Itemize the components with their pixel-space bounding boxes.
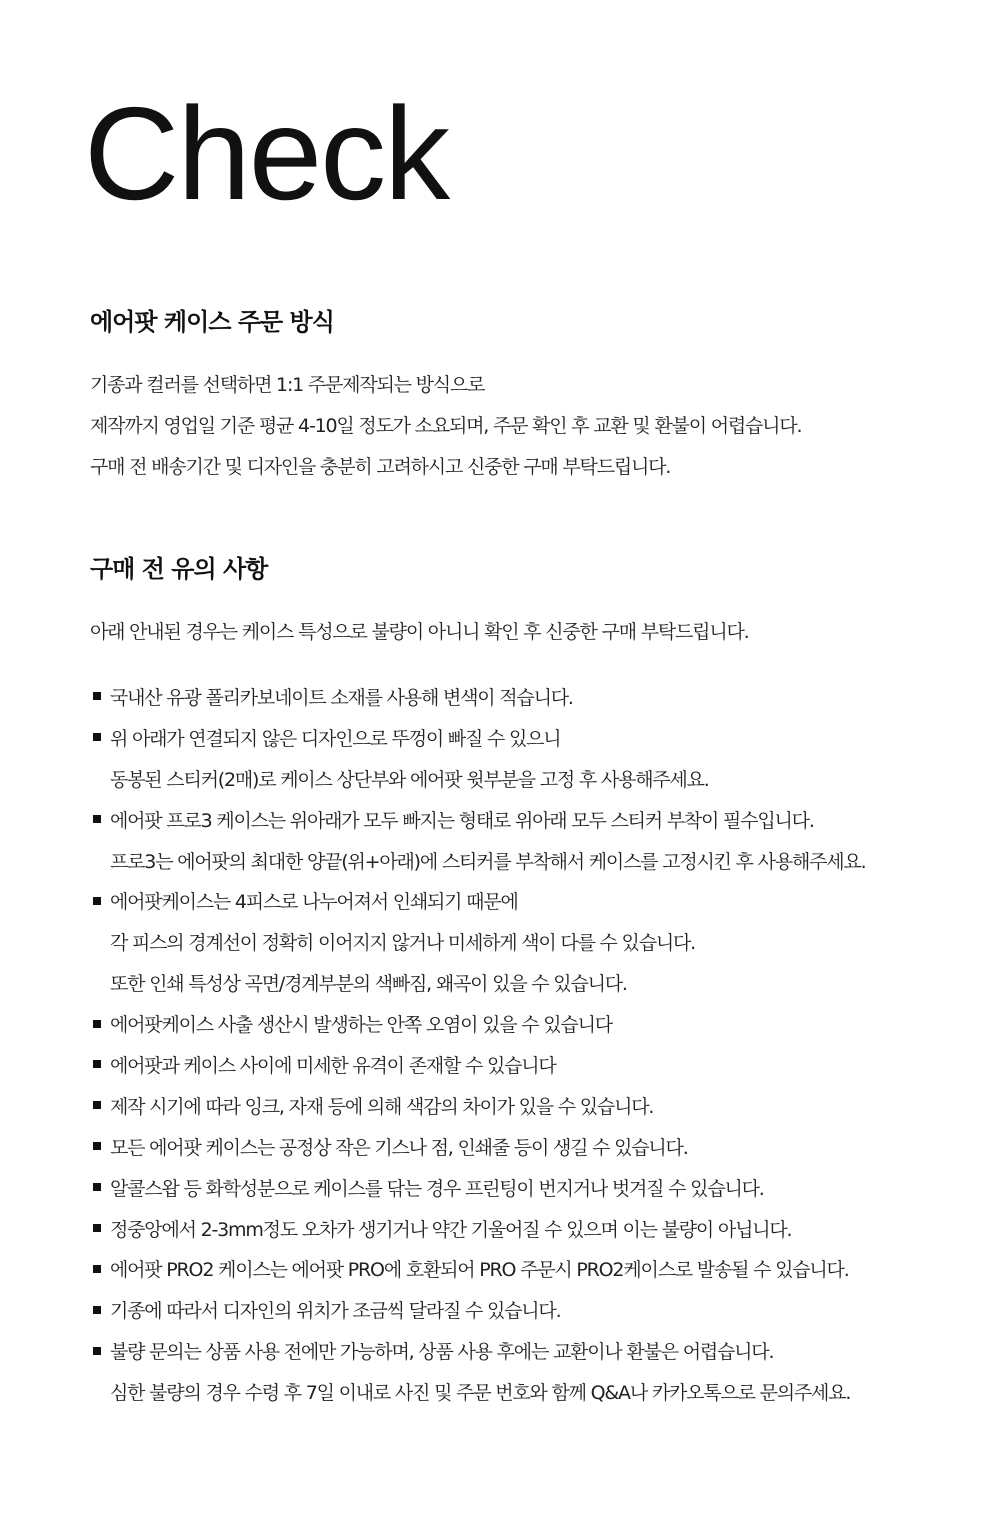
square-bullet-icon xyxy=(93,1347,101,1355)
list-item-continuation xyxy=(90,921,865,962)
list-item-line xyxy=(90,1167,865,1208)
list-item xyxy=(90,1003,865,1044)
order-method-heading: 에어팟 케이스 주문 방식 xyxy=(90,308,334,336)
order-method-line: 구매 전 배송기간 및 디자인을 충분히 고려하시고 신중한 구매 부탁드립니다. xyxy=(90,456,671,478)
list-item xyxy=(90,1167,865,1208)
page-title: Check xyxy=(84,80,449,227)
list-item-line xyxy=(90,676,865,717)
list-item-line xyxy=(90,799,865,840)
list-item xyxy=(90,1248,865,1289)
square-bullet-icon xyxy=(93,1060,101,1068)
square-bullet-icon xyxy=(93,1020,101,1028)
list-item xyxy=(90,1289,865,1330)
list-item xyxy=(90,880,865,1003)
list-item-line xyxy=(90,1003,865,1044)
list-item xyxy=(90,1085,865,1126)
list-item xyxy=(90,1044,865,1085)
list-item-text: 정중앙에서 2-3mm정도 오차가 생기거나 약간 기울어질 수 있으며 이는 불량이 아닙니다. xyxy=(110,1218,792,1241)
square-bullet-icon xyxy=(93,1224,101,1232)
list-item-text: 기종에 따라서 디자인의 위치가 조금씩 달라질 수 있습니다. xyxy=(110,1300,561,1323)
square-bullet-icon xyxy=(93,1306,101,1314)
list-item-text: 에어팟과 케이스 사이에 미세한 유격이 존재할 수 있습니다 xyxy=(110,1054,556,1077)
square-bullet-icon xyxy=(93,1142,101,1150)
precautions-heading: 구매 전 유의 사항 xyxy=(90,555,268,583)
list-item-text: 각 피스의 경계선이 정확히 이어지지 않거나 미세하게 색이 다를 수 있습니다. xyxy=(110,932,696,955)
list-item-line xyxy=(90,717,865,758)
list-item-text: 심한 불량의 경우 수령 후 7일 이내로 사진 및 주문 번호와 함께 Q&A나 카카오톡으로 문의주세요. xyxy=(110,1382,851,1405)
list-item-continuation xyxy=(90,962,865,1003)
list-item xyxy=(90,1330,865,1412)
list-item-line xyxy=(90,1248,865,1289)
list-item-text: 에어팟 프로3 케이스는 위아래가 모두 빠지는 형태로 위아래 모두 스티커 부착이 필수입니다. xyxy=(110,809,814,832)
list-item-text: 프로3는 에어팟의 최대한 양끝(위+아래)에 스티커를 부착해서 케이스를 고정시킨 후 사용해주세요. xyxy=(110,850,866,873)
list-item-line xyxy=(90,1085,865,1126)
square-bullet-icon xyxy=(93,1265,101,1273)
list-item-text: 모든 에어팟 케이스는 공정상 작은 기스나 점, 인쇄줄 등이 생길 수 있습니다. xyxy=(110,1136,688,1159)
square-bullet-icon xyxy=(93,897,101,905)
list-item-text: 국내산 유광 폴리카보네이트 소재를 사용해 변색이 적습니다. xyxy=(110,686,573,709)
list-item-line xyxy=(90,1289,865,1330)
order-method-line: 제작까지 영업일 기준 평균 4-10일 정도가 소요되며, 주문 확인 후 교환 및 환불이 어렵습니다. xyxy=(90,415,802,437)
list-item-text: 동봉된 스티커(2매)로 케이스 상단부와 에어팟 윗부분을 고정 후 사용해주세요. xyxy=(110,768,709,791)
list-item-text: 에어팟케이스는 4피스로 나누어져서 인쇄되기 때문에 xyxy=(110,891,518,914)
list-item-line xyxy=(90,1330,865,1371)
list-item-text: 알콜스왑 등 화학성분으로 케이스를 닦는 경우 프린팅이 번지거나 벗겨질 수 있습니다. xyxy=(110,1177,764,1200)
square-bullet-icon xyxy=(93,733,101,741)
list-item-continuation xyxy=(90,758,865,799)
list-item xyxy=(90,799,865,881)
list-item-text: 위 아래가 연결되지 않은 디자인으로 뚜껑이 빠질 수 있으니 xyxy=(110,727,561,750)
list-item-text: 에어팟 PRO2 케이스는 에어팟 PRO에 호환되어 PRO 주문시 PRO2케이스로 발송될 수 있습니다. xyxy=(110,1259,849,1282)
square-bullet-icon xyxy=(93,1183,101,1191)
list-item-text: 에어팟케이스 사출 생산시 발생하는 안쪽 오염이 있을 수 있습니다 xyxy=(110,1014,612,1037)
list-item-continuation xyxy=(90,1371,865,1412)
precautions-intro: 아래 안내된 경우는 케이스 특성으로 불량이 아니니 확인 후 신중한 구매 부탁드립니다. xyxy=(90,621,749,643)
precautions-list xyxy=(90,676,865,1412)
list-item-text: 또한 인쇄 특성상 곡면/경계부분의 색빠짐, 왜곡이 있을 수 있습니다. xyxy=(110,973,627,996)
list-item-text: 제작 시기에 따라 잉크, 자재 등에 의해 색감의 차이가 있을 수 있습니다. xyxy=(110,1095,654,1118)
list-item xyxy=(90,1126,865,1167)
order-method-line: 기종과 컬러를 선택하면 1:1 주문제작되는 방식으로 xyxy=(90,374,485,396)
list-item-line xyxy=(90,1044,865,1085)
list-item xyxy=(90,676,865,717)
square-bullet-icon xyxy=(93,815,101,823)
list-item-line xyxy=(90,1126,865,1167)
list-item-line xyxy=(90,880,865,921)
square-bullet-icon xyxy=(93,1101,101,1109)
list-item xyxy=(90,1208,865,1249)
list-item xyxy=(90,717,865,799)
list-item-text: 불량 문의는 상품 사용 전에만 가능하며, 상품 사용 후에는 교환이나 환불은 어렵습니다. xyxy=(110,1341,774,1364)
square-bullet-icon xyxy=(93,692,101,700)
list-item-continuation xyxy=(90,840,865,881)
list-item-line xyxy=(90,1208,865,1249)
